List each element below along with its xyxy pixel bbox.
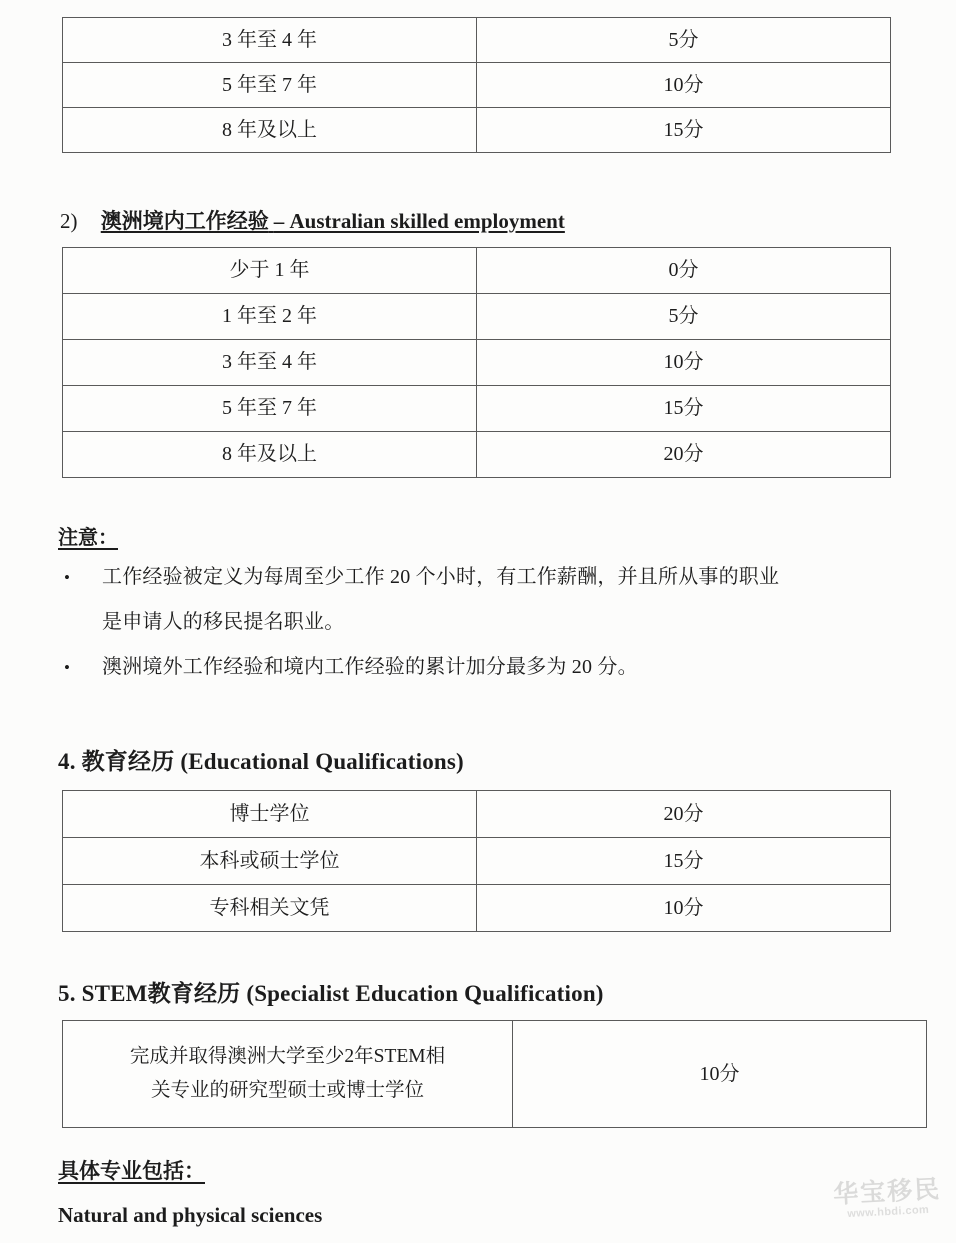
australian-skilled-employment-table (62, 247, 891, 478)
table-cell-score: 15分 (477, 108, 891, 153)
table-cell-label: 5 年至 7 年 (63, 63, 477, 108)
table-cell-label: 本科或硕士学位 (63, 838, 477, 885)
list-item-text: 工作经验被定义为每周至少工作 20 个小时，有工作薪酬，并且所从事的职业 (102, 566, 780, 588)
subject-item: Natural and physical sciences (58, 1203, 323, 1227)
table-cell-label: 5 年至 7 年 (63, 386, 477, 432)
table-cell-label: 8 年及以上 (63, 108, 477, 153)
table-cell-score: 20分 (477, 791, 891, 838)
section-heading-education: 4. 教育经历 (Educational Qualifications) (58, 749, 464, 774)
table-cell-label: 3 年至 4 年 (63, 340, 477, 386)
subjects-title: 具体专业包括： (58, 1159, 205, 1183)
table-cell-score: 10分 (477, 885, 891, 932)
table-row (63, 386, 891, 432)
overseas-skilled-employment-table (62, 17, 891, 153)
table-cell-score: 10分 (477, 340, 891, 386)
list-item-text: 是申请人的移民提名职业。 (102, 611, 345, 633)
watermark-chinese-text: 华宝移民 (832, 1174, 942, 1209)
table-cell-score: 10分 (513, 1021, 927, 1128)
table-row (63, 340, 891, 386)
heading-english-label: – Australian skilled employment (273, 209, 565, 233)
specialist-education-qualification-table (62, 1020, 927, 1128)
table-row (63, 248, 891, 294)
table-cell-score: 20分 (477, 432, 891, 478)
bullet-icon: • (64, 568, 70, 587)
list-item-continuation (60, 600, 900, 645)
bullet-icon: • (64, 658, 70, 677)
table-row (63, 18, 891, 63)
table-row (63, 294, 891, 340)
watermark-url-text: www.hbdi.com (847, 1204, 930, 1221)
section-heading-stem: 5. STEM教育经历 (Specialist Education Qualification) (58, 981, 604, 1006)
table-cell-score: 5分 (477, 294, 891, 340)
table-row (63, 63, 891, 108)
table-cell-label: 专科相关文凭 (63, 885, 477, 932)
table-cell-label: 博士学位 (63, 791, 477, 838)
heading-number: 2) (60, 209, 78, 233)
table-cell-label: 3 年至 4 年 (63, 18, 477, 63)
table-row (63, 791, 891, 838)
table-cell-label-line-1: 完成并取得澳洲大学至少2年STEM相 (129, 1045, 446, 1067)
watermark (827, 1176, 950, 1238)
heading-australian-skilled-employment (60, 205, 565, 235)
table-cell-label: 少于 1 年 (63, 248, 477, 294)
table-cell-label: 8 年及以上 (63, 432, 477, 478)
note-title: 注意： (58, 527, 118, 549)
heading-chinese-label: 澳洲境内工作经验 (100, 209, 269, 233)
table-cell-score: 0分 (477, 248, 891, 294)
table-row (63, 838, 891, 885)
table-row (63, 108, 891, 153)
table-cell-label (63, 1021, 513, 1128)
table-cell-score: 5分 (477, 18, 891, 63)
list-item-text: 澳洲境外工作经验和境内工作经验的累计加分最多为 20 分。 (102, 656, 638, 678)
educational-qualifications-table (62, 790, 891, 932)
table-row (63, 432, 891, 478)
table-cell-label-line-2: 关专业的研究型硕士或博士学位 (150, 1080, 424, 1101)
table-row (63, 885, 891, 932)
table-row (63, 1021, 927, 1128)
table-cell-score: 15分 (477, 838, 891, 885)
list-item (60, 555, 900, 600)
table-cell-score: 15分 (477, 386, 891, 432)
note-bullet-list (60, 555, 900, 690)
list-item (60, 645, 900, 690)
table-cell-score: 10分 (477, 63, 891, 108)
table-cell-label: 1 年至 2 年 (63, 294, 477, 340)
